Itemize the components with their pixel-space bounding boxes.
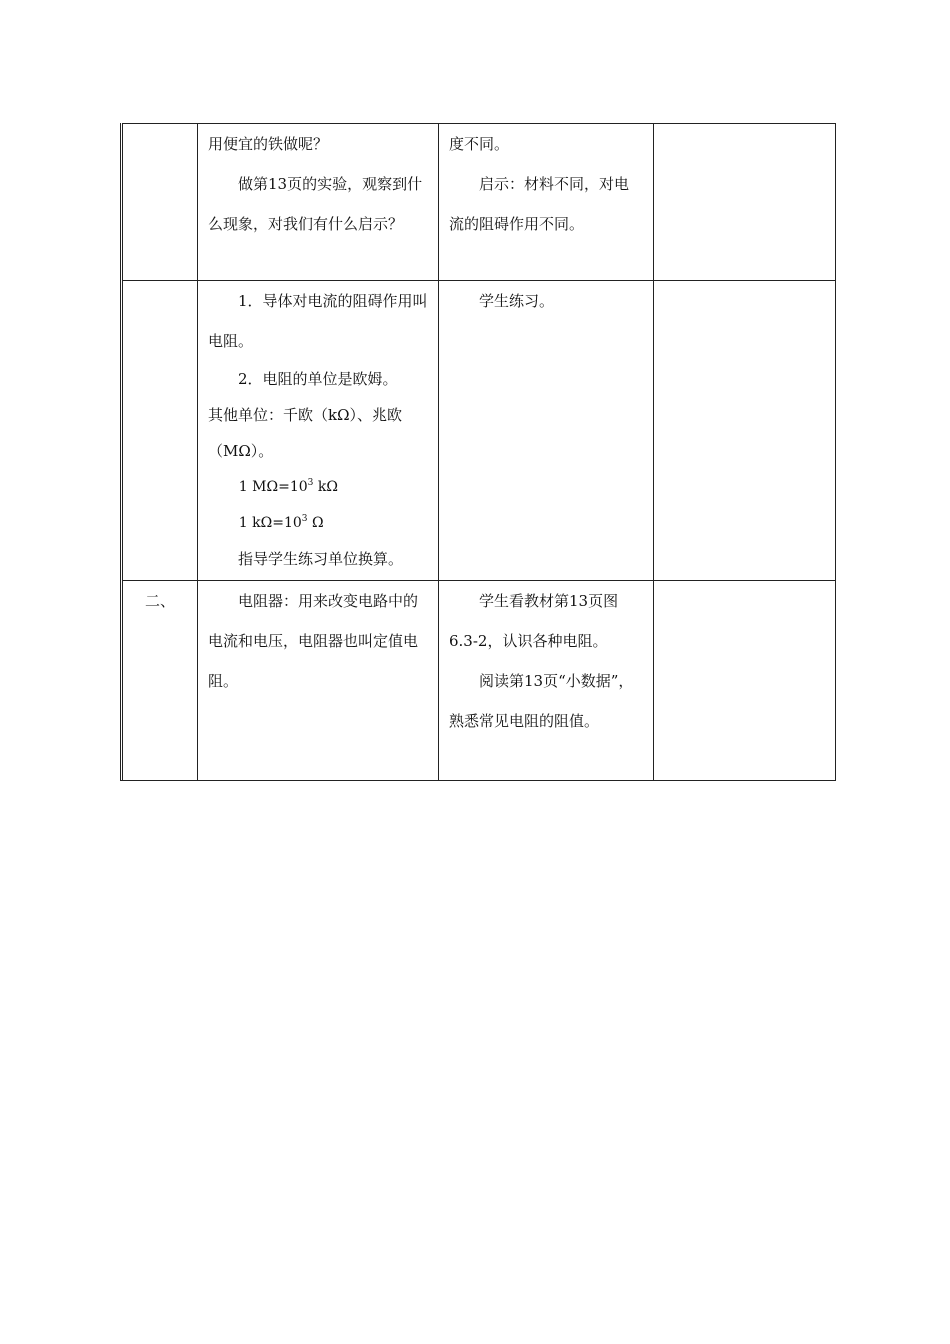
- content-text: 做第13页的实验，观察到什么现象，对我们有什么启示？: [208, 175, 423, 233]
- teaching-content-cell: [198, 581, 439, 781]
- other-units-text: 其他单位：千欧（kΩ）、兆欧（MΩ）。: [208, 406, 403, 460]
- student-text: 度不同。: [449, 135, 510, 153]
- student-text: 阅读第13页“小数据”，熟悉常见电阻的阻值。: [449, 672, 634, 730]
- student-text: 启示：材料不同，对电流的阻碍作用不同。: [449, 175, 630, 233]
- exponent: 3: [301, 514, 308, 524]
- section-cell: [122, 124, 198, 281]
- student-activity-cell: [439, 124, 654, 281]
- resistor-definition-text: 电阻器：用来改变电路中的电流和电压，电阻器也叫定值电阻。: [208, 592, 419, 690]
- student-text: 学生看教材第13页图6.3-2，认识各种电阻。: [449, 592, 619, 650]
- conversion-text: 1 MΩ=10: [238, 479, 308, 495]
- conversion-unit: kΩ: [313, 479, 338, 495]
- exponent: 3: [307, 478, 314, 488]
- section-label: 二、: [144, 592, 175, 610]
- definition-text: 1．导体对电流的阻碍作用叫电阻。: [208, 292, 428, 350]
- note-cell: [654, 281, 836, 581]
- section-cell: [122, 281, 198, 581]
- table-row: [122, 581, 836, 781]
- student-text: 学生练习。: [479, 292, 555, 310]
- note-cell: [654, 124, 836, 281]
- teaching-content-cell: [198, 124, 439, 281]
- guide-text: 指导学生练习单位换算。: [238, 550, 404, 568]
- student-activity-cell: [439, 281, 654, 581]
- conversion-text: 1 kΩ=10: [238, 515, 302, 531]
- section-cell: [122, 581, 198, 781]
- student-activity-cell: [439, 581, 654, 781]
- conversion-kiloohm: [208, 505, 428, 541]
- conversion-unit: Ω: [307, 515, 324, 531]
- note-cell: [654, 581, 836, 781]
- conversion-megaohm: [208, 469, 428, 505]
- content-text: 用便宜的铁做呢？: [208, 135, 329, 153]
- table-row: [122, 124, 836, 281]
- lesson-table: [120, 123, 836, 781]
- table-bottom-rule: [120, 780, 196, 781]
- teaching-content-cell: [198, 281, 439, 581]
- table-row: [122, 281, 836, 581]
- unit-text: 2．电阻的单位是欧姆。: [238, 370, 398, 388]
